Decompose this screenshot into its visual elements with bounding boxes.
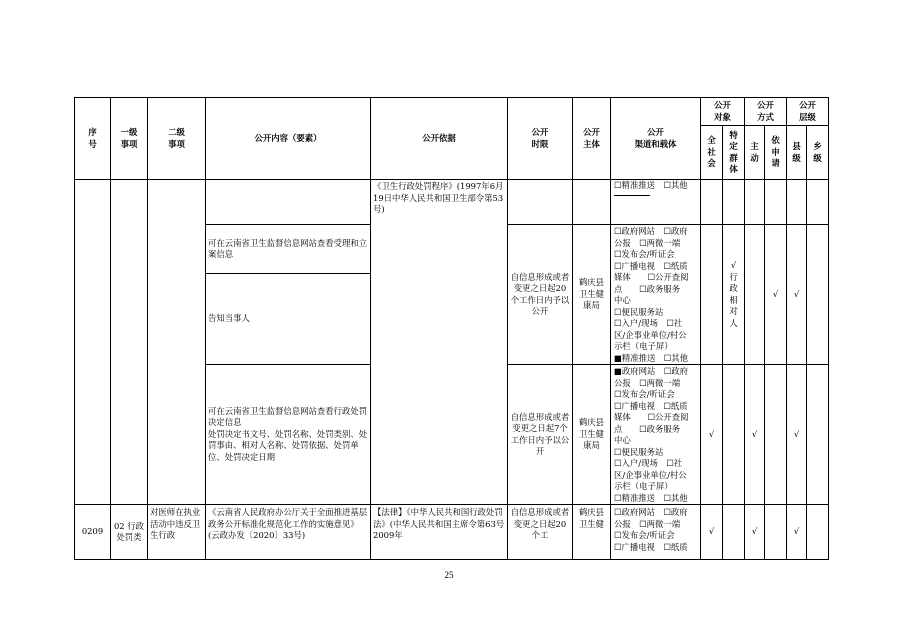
cell-subject-empty [573, 180, 611, 225]
cell-basis: 【法律】《中华人民共和国行政处罚法》(中华人民共和国主席令第63号 2009年 [371, 505, 508, 560]
cell-all-society: √ [701, 365, 723, 505]
channel-line: 示栏（电子屏） [614, 341, 673, 351]
cell-time-limit: 自信息形成或者变更之日起7个工作日内予以公开 [508, 365, 573, 505]
cell-active: √ [745, 365, 765, 505]
cell-channel [611, 365, 701, 505]
header-specific-group: 特 定 群 体 [723, 126, 745, 180]
channel-line: 区/企事业单位/村公 [614, 329, 687, 340]
cell-all-society: √ [701, 505, 723, 560]
cell-content-empty [206, 180, 371, 225]
cell-time-empty [508, 180, 573, 225]
cell-county: √ [787, 505, 807, 560]
cell-seq-empty [75, 180, 111, 505]
channel-line: ☐便民服务站 [614, 446, 664, 457]
cell-level1-empty [111, 180, 148, 505]
table-row [75, 505, 829, 560]
cell-specific-group [723, 505, 745, 560]
header-channel: 公开 渠道和载体 [611, 98, 701, 180]
channel-line: ☐政府网站 ☐政府 [614, 507, 688, 517]
channel-line: ☐广播电视 ☐纸质 [614, 400, 688, 411]
header-level: 公开 层级 [787, 98, 829, 126]
header-level2: 二级 事项 [148, 98, 206, 180]
header-active: 主 动 [745, 126, 765, 180]
divider-line [614, 195, 650, 196]
cell-on-request [765, 365, 787, 505]
cell-on-request [765, 505, 787, 560]
channel-line: 公报 ☐两微一端 [614, 518, 681, 529]
cell-all-society [701, 225, 723, 365]
header-seq: 序 号 [75, 98, 111, 180]
cell-content: 《云南省人民政府办公厅关于全面推进基层政务公开标准化规范化工作的实施意见》(云政办发〔2020〕33号) [206, 505, 371, 560]
table-row [75, 180, 829, 225]
channel-line: 区/企事业单位/村公 [614, 469, 687, 480]
cell-county: √ [787, 225, 807, 365]
cell-county: √ [787, 365, 807, 505]
cell-time-limit: 自信息形成或者变更之日起20个工 [508, 505, 573, 560]
channel-line: 媒体 ☐公开查阅 [614, 412, 689, 422]
cell-township [807, 225, 829, 365]
cell-township [807, 505, 829, 560]
channel-line: ■政府网站 ☐政府 [614, 366, 689, 376]
cell-active [745, 225, 765, 365]
channel-line: 示栏（电子屏） [614, 481, 673, 491]
cell-content: 可在云南省卫生监督信息网站查看行政处罚决定信息 处罚决定书文号、处罚名称、处罚类别、处罚事由、相对人名称、处罚依据、处罚单位、处罚决定日期 [206, 365, 371, 505]
channel-line: 媒体 ☐公开查阅 [614, 272, 689, 282]
cell-subject: 鹤庆县卫生健 [573, 505, 611, 560]
header-on-request: 依 申 请 [765, 126, 787, 180]
channel-line: ☐政府网站 ☐政府 [614, 226, 688, 236]
disclosure-table [74, 97, 829, 560]
channel-line: 公报 ☐两微一端 [614, 377, 681, 388]
cell-content: 告知当事人 [206, 274, 371, 365]
cell-subject: 鹤庆县卫生健康局 [573, 225, 611, 365]
channel-line: 公报 ☐两微一端 [614, 237, 681, 248]
header-content: 公开内容（要素） [206, 98, 371, 180]
channel-line: 点 ☐政务服务 [614, 283, 681, 294]
header-time-limit: 公开 时限 [508, 98, 573, 180]
channel-line: 中心 [614, 295, 631, 305]
channel-line: ☐发布会/听证会 [614, 530, 675, 540]
channel-line: ☐发布会/听证会 [614, 389, 675, 399]
channel-line: 点 ☐政务服务 [614, 423, 681, 434]
header-subject: 公开 主体 [573, 98, 611, 180]
cell-channel [611, 180, 701, 225]
cell-township [807, 365, 829, 505]
channel-line: ☐广播电视 ☐纸质 [614, 541, 688, 552]
cell-time-limit: 自信息形成或者变更之日起20个工作日内予以公开 [508, 225, 573, 365]
header-all-society: 全 社 会 [701, 126, 723, 180]
channel-line: ☐便民服务站 [614, 306, 664, 317]
channel-line: ☐入户/现场 ☐社 [614, 318, 683, 328]
cell-seq: 0209 [75, 505, 111, 560]
cell-active: √ [745, 505, 765, 560]
channel-line: 中心 [614, 435, 631, 445]
header-object: 公开 对象 [701, 98, 745, 126]
channel-line: ☐精准推送 ☐其他 [614, 180, 688, 190]
page-number: 25 [444, 570, 454, 580]
channel-line: ☐入户/现场 ☐社 [614, 458, 683, 468]
cell-content: 可在云南省卫生监督信息网站查看受理和立案信息 [206, 225, 371, 274]
cell-level2-empty [148, 180, 206, 505]
cell-channel [611, 225, 701, 365]
header-basis: 公开依据 [371, 98, 508, 180]
cell-specific-group [723, 365, 745, 505]
cell-subject: 鹤庆县卫生健康局 [573, 365, 611, 505]
channel-line: ☐广播电视 ☐纸质 [614, 260, 688, 271]
channel-line: ■精准推送 ☐其他 [614, 352, 689, 363]
header-county: 县 级 [787, 126, 807, 180]
cell-level1: 02 行政处罚类 [111, 505, 148, 560]
header-method: 公开 方式 [745, 98, 787, 126]
header-township: 乡 级 [807, 126, 829, 180]
cell-channel [611, 505, 701, 560]
cell-specific-group: √ 行 政 相 对 人 [723, 225, 745, 365]
cell-on-request: √ [765, 225, 787, 365]
channel-line: ☐发布会/听证会 [614, 249, 675, 259]
channel-line: ☐精准推送 ☐其他 [614, 492, 688, 503]
header-level1: 一级 事项 [111, 98, 148, 180]
cell-level2: 对医师在执业活动中违反卫生行政 [148, 505, 206, 560]
cell-basis: 《卫生行政处罚程序》(1997年6月19日中华人民共和国卫生部令第53号) [371, 180, 508, 505]
